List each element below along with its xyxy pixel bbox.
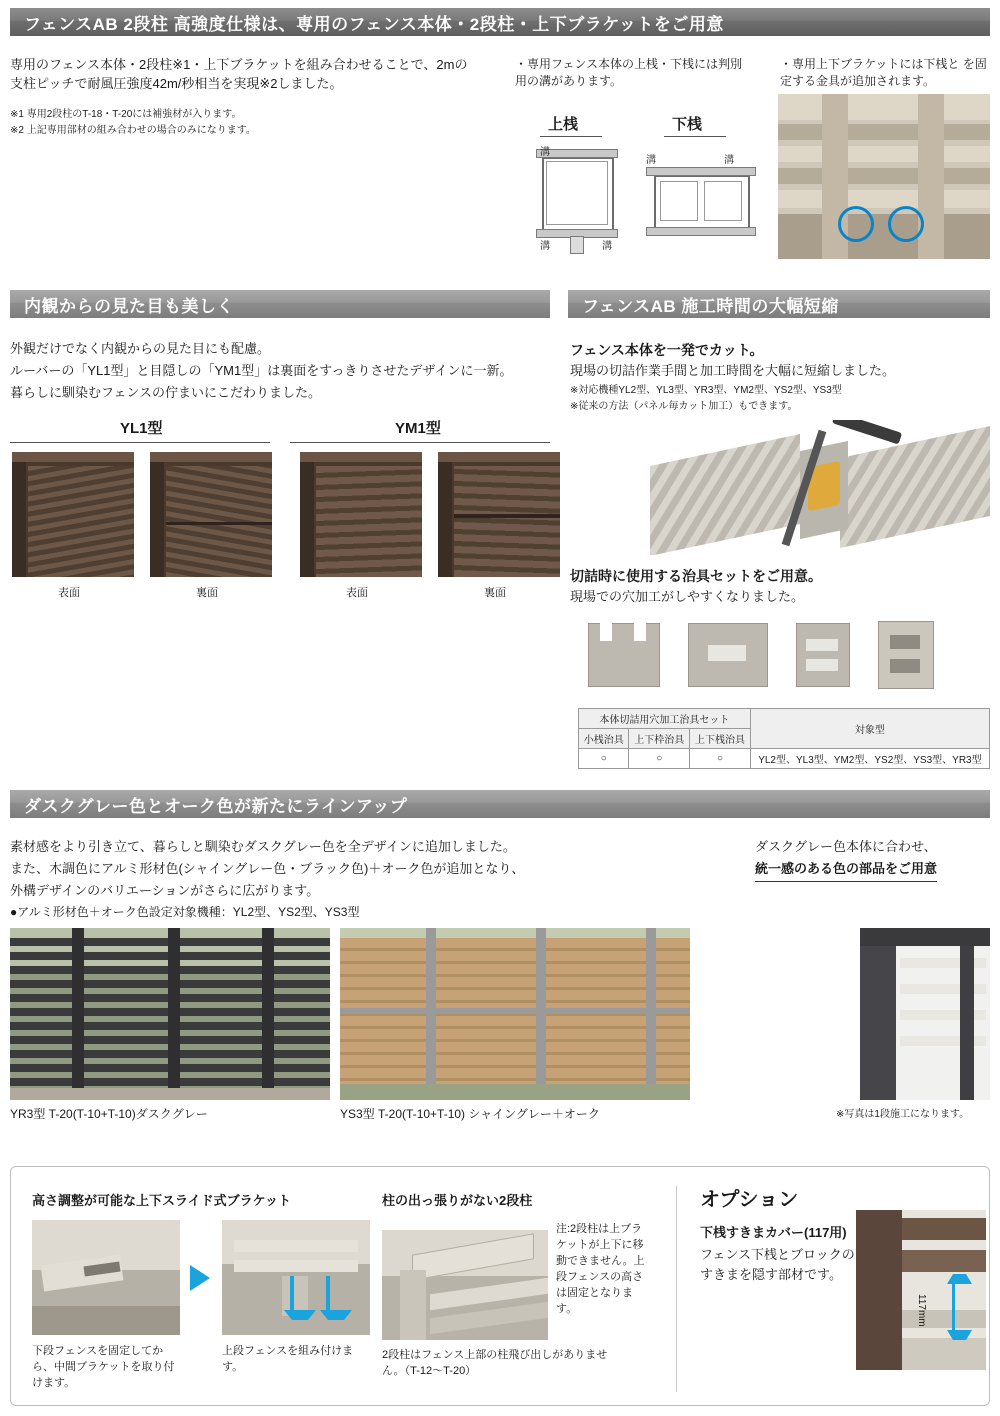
section2-body1: 外観だけでなく内観からの見た目にも配慮。 [10,341,271,356]
jig-col-0: 小桟治具 [579,729,629,749]
section5-note-mid: 注:2段柱は上ブラケットが上下に移動できません。上段フェンスの高さは固定となります。 [556,1223,645,1315]
section4-body2: また、木調色にアルミ形材色(シャイングレー色・ブラック色)＋オーク色が追加となり、 [10,861,525,876]
dusk-gray-detail-photo [860,928,990,1100]
section3-n2: ※従来の方法（パネル毎カット加工）もできます。 [570,401,798,412]
section4-body1: 素材感をより引き立て、暮らしと馴染むダスクグレー色を全デザインに追加しました。 [10,839,516,854]
gap-cover-photo [856,1210,986,1370]
bracket-step1-photo [32,1220,180,1335]
section1-note1: ※1 専用2段柱のT-18・T-20には補強材が入ります。 [10,109,242,120]
jig-parts-photo [578,615,988,700]
option-dim-label: 117mm [916,1294,927,1327]
jig-table-target-header: 対象型 [750,709,989,749]
jig-mark-2: ○ [690,749,751,769]
section4-body3: 外構デザインのバリエーションがさらに広がります。 [10,883,320,898]
lower-rail-label: 下桟 [672,116,703,133]
section4-right-h1: ダスクグレー色本体に合わせ、 [755,839,937,854]
jig-table [578,708,990,769]
jig-col-2: 上下桟治具 [690,729,751,749]
caption-front: 表面 [346,587,368,599]
section4-cap-left: YR3型 T-20(T-10+T-10)ダスクグレー [10,1107,208,1121]
option-p1: フェンス下桟とブロックの [700,1247,855,1262]
caption-back: 裏面 [484,587,506,599]
bracket-photo [778,94,990,259]
section3-title: フェンスAB 施工時間の大幅短縮 [582,296,839,316]
section2-title-bar [10,290,550,318]
oak-fence-photo [340,928,690,1100]
jig-table-group-header: 本体切詰用穴加工治具セット [579,709,751,729]
section3-h2: 切詰時に使用する治具セットをご用意。 [570,568,822,584]
step-arrow-icon [190,1265,210,1291]
caption-back: 裏面 [196,587,218,599]
jig-target-value: YL2型、YL3型、YM2型、YS2型、YS3型、YR3型 [750,749,989,769]
yl1-back-photo [150,452,272,577]
section1-note2: ※2 上記専用部材の組み合わせの場合のみになります。 [10,125,256,136]
section5-h-left: 高さ調整が可能な上下スライド式ブラケット [32,1193,291,1208]
jig-mark-1: ○ [629,749,690,769]
two-stage-post-photo [382,1230,548,1340]
section5-cap-left2: 上段フェンスを組み付けます。 [222,1345,354,1373]
upper-rail-diagram [528,145,628,255]
section5-divider [676,1186,677,1392]
groove-label: 溝 [540,147,550,158]
groove-label: 溝 [724,155,734,166]
upper-rail-label: 上桟 [548,116,579,133]
section1-lead: 専用のフェンス本体・2段柱※1・上下ブラケットを組み合わせることで、2mの支柱ピッチで耐風圧強度42m/秒相当を実現※2しました。 [10,57,468,91]
groove-label: 溝 [646,155,656,166]
jig-mark-0: ○ [579,749,629,769]
section5-cap-left1: 下段フェンスを固定してから、中間ブラケットを取り付けます。 [32,1345,175,1389]
section3-p2: 現場での穴加工がしやすくなりました。 [570,589,805,604]
section4-right-h2: 統一感のある色の部品をご用意 [755,860,937,882]
section3-h1: フェンス本体を一発でカット。 [570,342,764,358]
section5-cap-mid: 2段柱はフェンス上部の柱飛び出しがありません。（T-12〜T-20） [382,1349,608,1377]
section3-title-bar [568,290,990,318]
ym1-label: YM1型 [395,420,441,437]
section2-body2: ルーバーの「YL1型」と目隠しの「YM1型」は裏面をすっきりさせたデザインに一新。 [10,363,513,378]
section1-title-bar [10,8,990,36]
section3-p1: 現場の切詰作業手間と加工時間を大幅に短縮しました。 [570,363,896,378]
table-row [579,749,990,769]
yl1-front-photo [12,452,134,577]
cut-illustration [650,420,990,555]
section1-mid-note: ・専用フェンス本体の上桟・下桟には判別用の溝があります。 [515,57,743,89]
jig-col-1: 上下枠治具 [629,729,690,749]
dusk-gray-fence-photo [10,928,330,1100]
option-heading: 下桟すきまカバー(117用) [700,1225,847,1240]
section2-title: 内観からの見た目も美しく [24,296,234,316]
section4-right-note: ※写真は1段施工になります。 [836,1109,970,1120]
ym1-front-photo [300,452,422,577]
yl1-label: YL1型 [120,420,163,437]
lower-rail-diagram [640,145,760,255]
section1-right-note: ・専用上下ブラケットには下桟と を固定する金具が追加されます。 [780,57,987,89]
section4-title: ダスクグレー色とオーク色が新たにラインアップ [24,796,408,816]
option-title: オプション [700,1189,799,1211]
section2-body3: 暮らしに馴染むフェンスの佇まいにこだわりました。 [10,385,321,400]
ym1-back-photo [438,452,560,577]
section4-cap-mid: YS3型 T-20(T-10+T-10) シャイングレー＋オーク [340,1107,600,1121]
option-p2: すきまを隠す部材です。 [700,1267,842,1282]
section4-title-bar [10,790,990,818]
section1-title: フェンスAB 2段柱 高強度仕様は、専用のフェンス本体・2段柱・上下ブラケットをご用意 [24,14,724,34]
caption-front: 表面 [58,587,80,599]
groove-label: 溝 [540,241,550,252]
section3-n1: ※対応機種YL2型、YL3型、YR3型、YM2型、YS2型、YS3型 [570,385,842,396]
section4-body4: ●アルミ形材色＋オーク色設定対象機種：YL2型、YS2型、YS3型 [10,905,360,919]
bracket-step2-photo [222,1220,370,1335]
section5-h-mid: 柱の出っ張りがない2段柱 [382,1193,533,1208]
groove-label: 溝 [602,241,612,252]
